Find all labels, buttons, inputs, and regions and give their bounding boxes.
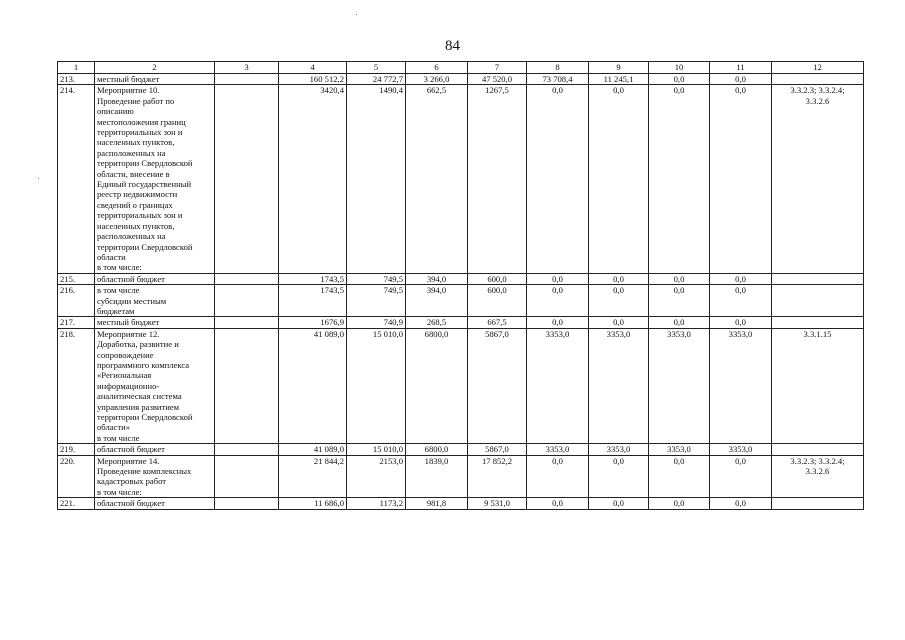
- row-number-cell: 220.: [58, 455, 95, 498]
- amount-cell: 0,0: [527, 317, 589, 328]
- amount-cell: 0,0: [649, 317, 710, 328]
- amount-cell: 3353,0: [527, 328, 589, 443]
- row-number-cell: 219.: [58, 444, 95, 455]
- row-number-cell: 218.: [58, 328, 95, 443]
- amount-cell: 3353,0: [527, 444, 589, 455]
- table-row: [58, 74, 864, 85]
- amount-cell: 3353,0: [649, 328, 710, 443]
- amount-cell: 0,0: [589, 498, 649, 509]
- amount-cell: 3353,0: [649, 444, 710, 455]
- amount-cell: 41 089,0: [279, 444, 347, 455]
- amount-cell: 0,0: [649, 74, 710, 85]
- amount-cell: 3 266,0: [406, 74, 468, 85]
- amount-cell: 0,0: [649, 273, 710, 284]
- amount-cell: 0,0: [527, 85, 589, 273]
- amount-cell: 3353,0: [589, 444, 649, 455]
- amount-cell: 749,5: [347, 285, 406, 317]
- item-name-cell: областной бюджет: [95, 444, 215, 455]
- amount-cell: 0,0: [710, 85, 772, 273]
- column-header: 6: [406, 62, 468, 74]
- row-number-cell: 216.: [58, 285, 95, 317]
- column-header: 10: [649, 62, 710, 74]
- column-header: 3: [215, 62, 279, 74]
- amount-cell: 0,0: [527, 455, 589, 498]
- item-name-cell: областной бюджет: [95, 498, 215, 509]
- row-number-cell: 221.: [58, 498, 95, 509]
- scan-speck: [356, 14, 357, 15]
- amount-cell: 73 708,4: [527, 74, 589, 85]
- amount-cell: 600,0: [468, 273, 527, 284]
- amount-cell: 0,0: [527, 285, 589, 317]
- item-name-cell: в том числе субсидии местным бюджетам: [95, 285, 215, 317]
- amount-cell: 0,0: [649, 285, 710, 317]
- column-header: 2: [95, 62, 215, 74]
- amount-cell: 662,5: [406, 85, 468, 273]
- reference-cell: 3.3.2.3; 3.3.2.4; 3.3.2.6: [772, 455, 864, 498]
- item-name-cell: областной бюджет: [95, 273, 215, 284]
- page-number: 84: [445, 38, 460, 54]
- column-header: 9: [589, 62, 649, 74]
- table-row: [58, 455, 864, 498]
- column-header: 7: [468, 62, 527, 74]
- scan-speck: [38, 178, 39, 179]
- amount-cell: 6800,0: [406, 328, 468, 443]
- amount-cell: [215, 273, 279, 284]
- amount-cell: 1839,0: [406, 455, 468, 498]
- amount-cell: 11 686,0: [279, 498, 347, 509]
- amount-cell: 9 531,0: [468, 498, 527, 509]
- amount-cell: 15 010,0: [347, 444, 406, 455]
- amount-cell: [215, 74, 279, 85]
- table-row: [58, 328, 864, 443]
- reference-cell: 3.3.2.3; 3.3.2.4; 3.3.2.6: [772, 85, 864, 273]
- amount-cell: [215, 85, 279, 273]
- amount-cell: 0,0: [527, 498, 589, 509]
- reference-cell: [772, 285, 864, 317]
- amount-cell: 160 512,2: [279, 74, 347, 85]
- amount-cell: 21 844,2: [279, 455, 347, 498]
- budget-table: [57, 61, 864, 510]
- column-header: 1: [58, 62, 95, 74]
- amount-cell: 1267,5: [468, 85, 527, 273]
- amount-cell: [215, 328, 279, 443]
- amount-cell: 0,0: [710, 317, 772, 328]
- amount-cell: 268,5: [406, 317, 468, 328]
- amount-cell: 0,0: [589, 317, 649, 328]
- item-name-cell: местный бюджет: [95, 317, 215, 328]
- table-row: [58, 85, 864, 273]
- amount-cell: 47 520,0: [468, 74, 527, 85]
- amount-cell: 1490,4: [347, 85, 406, 273]
- header-row: [58, 62, 864, 74]
- column-header: 5: [347, 62, 406, 74]
- reference-cell: [772, 498, 864, 509]
- amount-cell: [215, 285, 279, 317]
- column-header: 4: [279, 62, 347, 74]
- amount-cell: 0,0: [589, 85, 649, 273]
- amount-cell: 1676,9: [279, 317, 347, 328]
- amount-cell: 5867,0: [468, 328, 527, 443]
- amount-cell: 5867,0: [468, 444, 527, 455]
- amount-cell: 17 852,2: [468, 455, 527, 498]
- amount-cell: 0,0: [649, 455, 710, 498]
- reference-cell: [772, 444, 864, 455]
- item-name-cell: местный бюджет: [95, 74, 215, 85]
- table-row: [58, 285, 864, 317]
- table-row: [58, 317, 864, 328]
- amount-cell: 394,0: [406, 285, 468, 317]
- amount-cell: 41 089,0: [279, 328, 347, 443]
- amount-cell: 981,8: [406, 498, 468, 509]
- amount-cell: 11 245,1: [589, 74, 649, 85]
- amount-cell: 0,0: [710, 498, 772, 509]
- column-header: 11: [710, 62, 772, 74]
- item-name-cell: Мероприятие 12. Доработка, развитие и сопровождение программного комплекса «Региональная информационно- аналитическая система управления развитием территории Свердловской области» в том числе: [95, 328, 215, 443]
- amount-cell: [215, 444, 279, 455]
- amount-cell: 0,0: [589, 455, 649, 498]
- amount-cell: 15 010,0: [347, 328, 406, 443]
- item-name-cell: Мероприятие 14. Проведение комплексных кадастровых работ в том числе:: [95, 455, 215, 498]
- amount-cell: [215, 317, 279, 328]
- amount-cell: 1743,5: [279, 273, 347, 284]
- amount-cell: 1173,2: [347, 498, 406, 509]
- amount-cell: 0,0: [649, 498, 710, 509]
- row-number-cell: 214.: [58, 85, 95, 273]
- amount-cell: 24 772,7: [347, 74, 406, 85]
- amount-cell: 2153,0: [347, 455, 406, 498]
- amount-cell: 1743,5: [279, 285, 347, 317]
- amount-cell: 0,0: [527, 273, 589, 284]
- amount-cell: 3420,4: [279, 85, 347, 273]
- item-name-cell: Мероприятие 10. Проведение работ по описанию местоположения границ территориальных зон и населенных пунктов, расположенных на территории Свердловской области, внесение в Единый государственный реестр недвижимости сведений о границах территориальных зон и населенных пунктов, расположенных на территории Свердловской области в том числе:: [95, 85, 215, 273]
- amount-cell: 0,0: [710, 74, 772, 85]
- reference-cell: [772, 74, 864, 85]
- amount-cell: 3353,0: [710, 444, 772, 455]
- amount-cell: 740,9: [347, 317, 406, 328]
- amount-cell: 3353,0: [589, 328, 649, 443]
- table-row: [58, 444, 864, 455]
- amount-cell: 6800,0: [406, 444, 468, 455]
- row-number-cell: 213.: [58, 74, 95, 85]
- amount-cell: 0,0: [710, 273, 772, 284]
- amount-cell: 0,0: [710, 285, 772, 317]
- amount-cell: 0,0: [710, 455, 772, 498]
- amount-cell: 0,0: [589, 285, 649, 317]
- amount-cell: [215, 455, 279, 498]
- amount-cell: [215, 498, 279, 509]
- reference-cell: 3.3.1.15: [772, 328, 864, 443]
- amount-cell: 600,0: [468, 285, 527, 317]
- amount-cell: 0,0: [649, 85, 710, 273]
- amount-cell: 3353,0: [710, 328, 772, 443]
- amount-cell: 394,0: [406, 273, 468, 284]
- table-row: [58, 273, 864, 284]
- amount-cell: 0,0: [589, 273, 649, 284]
- column-header: 12: [772, 62, 864, 74]
- reference-cell: [772, 273, 864, 284]
- row-number-cell: 217.: [58, 317, 95, 328]
- amount-cell: 667,5: [468, 317, 527, 328]
- table-row: [58, 498, 864, 509]
- reference-cell: [772, 317, 864, 328]
- amount-cell: 749,5: [347, 273, 406, 284]
- column-header: 8: [527, 62, 589, 74]
- row-number-cell: 215.: [58, 273, 95, 284]
